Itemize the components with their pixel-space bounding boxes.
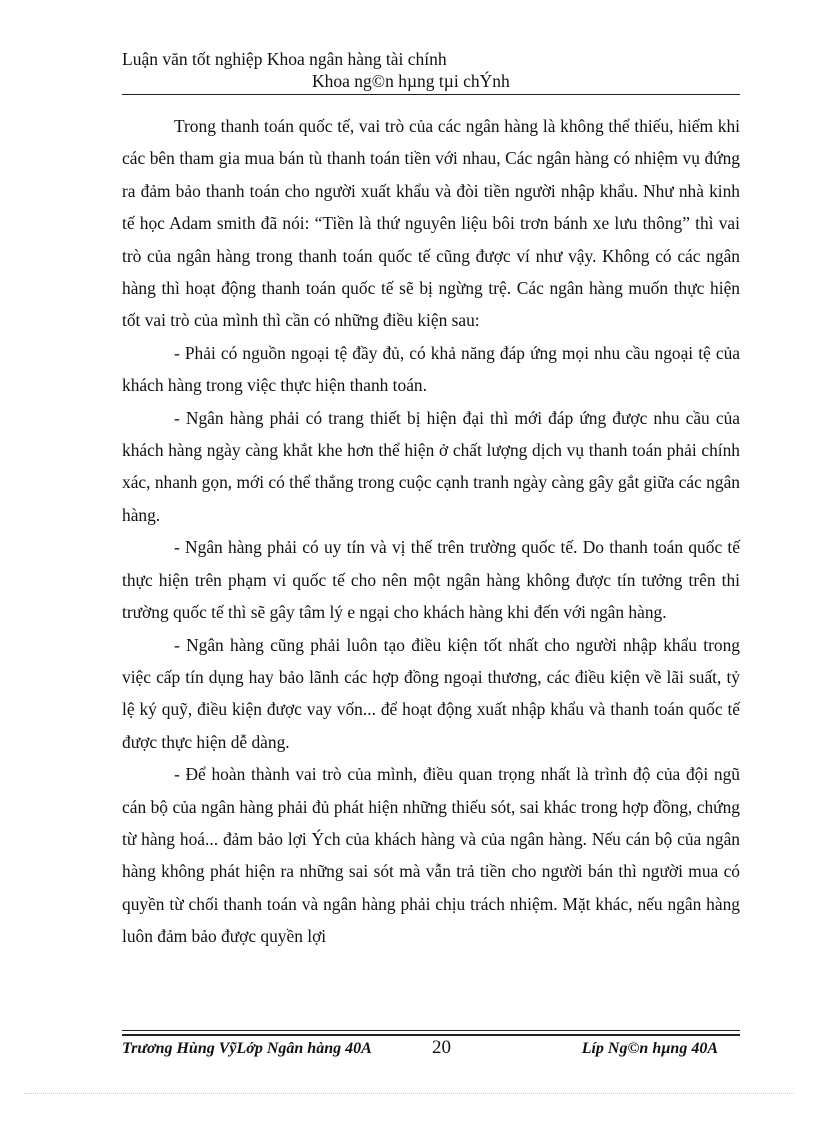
footer-class: Líp Ng©n hµng 40A	[581, 1040, 718, 1057]
page-number: 20	[432, 1037, 451, 1058]
page-header	[122, 48, 740, 92]
page-footer	[122, 1037, 740, 1062]
footer-divider-thick	[122, 1034, 740, 1036]
paragraph-equipment: - Ngân hàng phải có trang thiết bị hiện đại thì mới đáp ứng được nhu cầu của khách hàng ngày càng khắt khe hơn thể hiện ở chất lượng dịch vụ thanh toán phải chính xác, nhanh gọn, mới có thể thắng trong cuộc cạnh tranh ngày càng gây gắt giữa các ngân hàng.	[122, 407, 740, 525]
paragraph-intro: Trong thanh toán quốc tế, vai trò của các ngân hàng là không thể thiếu, hiếm khi các bên tham gia mua bán tù thanh toán tiền với nhau, Các ngân hàng có nhiệm vụ đứng ra đảm bảo thanh toán cho người xuất khẩu và đòi tiền người nhập khẩu. Như nhà kinh tế học Adam smith đã nói: “Tiền là thứ nguyên liệu bôi trơn bánh xe lưu thông” thì vai trò của ngân hàng trong thanh toán quốc tế cũng được ví như vậy. Không có các ngân hàng thì hoạt động thanh toán quốc tế sẽ bị ngừng trệ. Các ngân hàng muốn thực hiện tốt vai trò của mình thì cần có những điều kiện sau:	[122, 116, 740, 331]
footer-divider-thin	[122, 1030, 740, 1031]
paragraph-credit-conditions: - Ngân hàng cũng phải luôn tạo điều kiện tốt nhất cho người nhập khẩu trong việc cấp tín dụng hay bảo lãnh các hợp đồng ngoại thương, các điều kiện về lãi suất, tỷ lệ ký quỹ, điều kiện được vay vốn... để hoạt động xuất nhập khẩu và thanh toán quốc tế được thực hiện dễ dàng.	[122, 634, 740, 752]
paragraph-foreign-currency: - Phải có nguồn ngoại tệ đầy đủ, có khả năng đáp ứng mọi nhu cầu ngoại tệ của khách hàng trong việc thực hiện thanh toán.	[122, 342, 740, 396]
body-text	[122, 110, 740, 953]
paragraph-staff-competence: - Để hoàn thành vai trò của mình, điều quan trọng nhất là trình độ của đội ngũ cán bộ của ngân hàng phải đủ phát hiện những thiếu sót, sai khác trong hợp đồng, chứng từ hàng hoá... đảm bảo lợi Ých của khách hàng và của ngân hàng. Nếu cán bộ của ngân hàng không phát hiện ra những sai sót mà vẫn trả tiền cho người bán thì người mua có quyền từ chối thanh toán và ngân hàng phải chịu trách nhiệm. Mặt khác, nếu ngân hàng luôn đảm bảo được quyền lợi	[122, 764, 740, 947]
paragraph-reputation: - Ngân hàng phải có uy tín và vị thế trên trường quốc tế. Do thanh toán quốc tế thực hiện trên phạm vi quốc tế cho nên một ngân hàng không được tín tưởng trên thi trường quốc tế thì sẽ gây tâm lý e ngại cho khách hàng khi đến với ngân hàng.	[122, 537, 740, 623]
header-line-1: Luận văn tốt nghiệp Khoa ngân hàng tài chính	[122, 49, 447, 69]
bottom-dotted-border	[24, 1093, 794, 1094]
footer-author: Trương Hùng VỹLớp Ngân hàng 40A	[122, 1040, 372, 1057]
header-line-2: Khoa ng©n hµng tµi chÝnh	[312, 71, 510, 91]
header-divider	[122, 94, 740, 95]
